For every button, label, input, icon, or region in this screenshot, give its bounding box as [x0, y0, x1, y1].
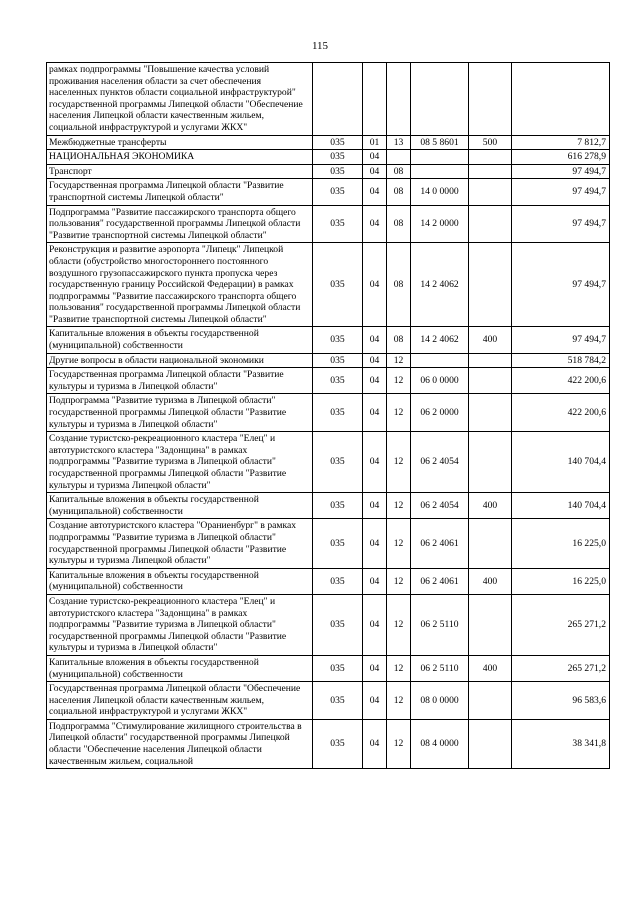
row-section-cell: 04 — [363, 519, 387, 568]
row-expense-type-cell — [469, 719, 512, 768]
row-amount-cell: 16 225,0 — [512, 519, 610, 568]
table-row — [47, 719, 610, 768]
row-code-cell: 035 — [313, 368, 363, 394]
table-row — [47, 519, 610, 568]
row-expense-type-cell — [469, 353, 512, 368]
table-row — [47, 594, 610, 655]
row-name-cell: Межбюджетные трансферты — [47, 135, 313, 150]
row-subsection-cell — [387, 63, 411, 136]
row-code-cell: 035 — [313, 594, 363, 655]
row-section-cell: 04 — [363, 327, 387, 353]
row-subsection-cell: 08 — [387, 205, 411, 243]
row-code-cell: 035 — [313, 135, 363, 150]
row-section-cell: 04 — [363, 164, 387, 179]
row-expense-type-cell: 400 — [469, 655, 512, 681]
row-code-cell: 035 — [313, 353, 363, 368]
row-expense-type-cell — [469, 519, 512, 568]
row-section-cell: 04 — [363, 594, 387, 655]
row-subsection-cell: 12 — [387, 519, 411, 568]
row-code-cell: 035 — [313, 150, 363, 165]
table-row — [47, 394, 610, 432]
row-name-cell: НАЦИОНАЛЬНАЯ ЭКОНОМИКА — [47, 150, 313, 165]
row-amount-cell: 97 494,7 — [512, 205, 610, 243]
row-section-cell: 04 — [363, 205, 387, 243]
row-target-article-cell: 06 0 0000 — [411, 368, 469, 394]
row-target-article-cell — [411, 150, 469, 165]
row-amount-cell: 7 812,7 — [512, 135, 610, 150]
page-number: 115 — [311, 40, 329, 52]
row-target-article-cell — [411, 353, 469, 368]
row-name-cell: Создание туристско-рекреационного кластера "Елец" и автотуристского кластера "Задонщина" в рамках подпрограммы "Развитие туризма в Липецкой области" государственной программы Липецкой области "Развитие культуры и туризма Липецкой области" — [47, 432, 313, 493]
row-amount-cell: 422 200,6 — [512, 394, 610, 432]
row-target-article-cell: 06 2 4054 — [411, 432, 469, 493]
row-subsection-cell: 08 — [387, 327, 411, 353]
row-section-cell: 04 — [363, 353, 387, 368]
row-code-cell: 035 — [313, 164, 363, 179]
table-row — [47, 135, 610, 150]
row-amount-cell: 96 583,6 — [512, 682, 610, 720]
row-code-cell: 035 — [313, 519, 363, 568]
row-expense-type-cell — [469, 150, 512, 165]
row-subsection-cell: 12 — [387, 432, 411, 493]
row-subsection-cell: 12 — [387, 394, 411, 432]
row-name-cell: Капитальные вложения в объекты государственной (муниципальной) собственности — [47, 655, 313, 681]
table-row — [47, 63, 610, 136]
row-section-cell: 04 — [363, 655, 387, 681]
row-section-cell: 04 — [363, 243, 387, 327]
row-target-article-cell — [411, 63, 469, 136]
table-row — [47, 353, 610, 368]
row-expense-type-cell — [469, 682, 512, 720]
row-name-cell: Подпрограмма "Стимулирование жилищного строительства в Липецкой области" государственной программы Липецкой области "Обеспечение населения Липецкой области качественным жильем, социальной — [47, 719, 313, 768]
row-name-cell: Капитальные вложения в объекты государственной (муниципальной) собственности — [47, 493, 313, 519]
row-expense-type-cell — [469, 179, 512, 205]
row-section-cell: 04 — [363, 432, 387, 493]
row-code-cell: 035 — [313, 568, 363, 594]
row-section-cell — [363, 63, 387, 136]
row-subsection-cell: 13 — [387, 135, 411, 150]
row-target-article-cell: 08 0 0000 — [411, 682, 469, 720]
row-target-article-cell: 06 2 5110 — [411, 655, 469, 681]
row-section-cell: 04 — [363, 368, 387, 394]
row-expense-type-cell — [469, 63, 512, 136]
row-section-cell: 04 — [363, 179, 387, 205]
row-target-article-cell: 14 2 0000 — [411, 205, 469, 243]
row-amount-cell: 97 494,7 — [512, 179, 610, 205]
row-amount-cell: 97 494,7 — [512, 164, 610, 179]
row-name-cell: Реконструкция и развитие аэропорта "Липецк" Липецкой области (обустройство многостороннего постоянного воздушного грузопассажирского пункта пропуска через государственную границу Российской Федерации) в рамках подпрограммы "Развитие пассажирского транспорта общего пользования" государственной программы Липецкой области "Развитие транспортной системы Липецкой области" — [47, 243, 313, 327]
row-amount-cell: 265 271,2 — [512, 594, 610, 655]
row-code-cell: 035 — [313, 179, 363, 205]
table-row — [47, 243, 610, 327]
row-amount-cell: 38 341,8 — [512, 719, 610, 768]
row-name-cell: Подпрограмма "Развитие пассажирского транспорта общего пользования" государственной программы Липецкой области "Развитие транспортной системы Липецкой области" — [47, 205, 313, 243]
row-expense-type-cell: 400 — [469, 327, 512, 353]
row-target-article-cell: 14 2 4062 — [411, 327, 469, 353]
table-row — [47, 164, 610, 179]
row-name-cell: Государственная программа Липецкой области "Обеспечение населения Липецкой области качественным жильем, социальной инфраструктурой и услугами ЖКХ" — [47, 682, 313, 720]
row-expense-type-cell — [469, 368, 512, 394]
table-row — [47, 493, 610, 519]
row-name-cell: Государственная программа Липецкой области "Развитие транспортной системы Липецкой области" — [47, 179, 313, 205]
row-code-cell: 035 — [313, 493, 363, 519]
budget-table — [46, 62, 610, 769]
row-target-article-cell: 14 0 0000 — [411, 179, 469, 205]
row-target-article-cell: 06 2 4054 — [411, 493, 469, 519]
row-code-cell: 035 — [313, 394, 363, 432]
table-row — [47, 368, 610, 394]
row-target-article-cell: 06 2 5110 — [411, 594, 469, 655]
row-section-cell: 04 — [363, 682, 387, 720]
row-subsection-cell: 12 — [387, 368, 411, 394]
row-name-cell: Создание автотуристского кластера "Ораниенбург" в рамках подпрограммы "Развитие туризма в Липецкой области" государственной программы Липецкой области "Развитие культуры и туризма Липецкой области" — [47, 519, 313, 568]
row-code-cell: 035 — [313, 205, 363, 243]
row-subsection-cell: 12 — [387, 655, 411, 681]
row-expense-type-cell — [469, 432, 512, 493]
row-target-article-cell: 06 2 0000 — [411, 394, 469, 432]
row-name-cell: Капитальные вложения в объекты государственной (муниципальной) собственности — [47, 327, 313, 353]
row-subsection-cell — [387, 150, 411, 165]
table-row — [47, 682, 610, 720]
row-name-cell: Подпрограмма "Развитие туризма в Липецкой области" государственной программы Липецкой области "Развитие культуры и туризма в Липецкой области" — [47, 394, 313, 432]
row-section-cell: 04 — [363, 493, 387, 519]
row-amount-cell: 422 200,6 — [512, 368, 610, 394]
row-target-article-cell — [411, 164, 469, 179]
table-row — [47, 205, 610, 243]
row-code-cell: 035 — [313, 432, 363, 493]
row-amount-cell: 518 784,2 — [512, 353, 610, 368]
row-name-cell: Капитальные вложения в объекты государственной (муниципальной) собственности — [47, 568, 313, 594]
row-section-cell: 04 — [363, 150, 387, 165]
row-amount-cell — [512, 63, 610, 136]
row-subsection-cell: 12 — [387, 594, 411, 655]
row-subsection-cell: 08 — [387, 243, 411, 327]
row-subsection-cell: 12 — [387, 568, 411, 594]
row-expense-type-cell: 400 — [469, 568, 512, 594]
row-section-cell: 04 — [363, 568, 387, 594]
row-section-cell: 01 — [363, 135, 387, 150]
row-amount-cell: 616 278,9 — [512, 150, 610, 165]
row-name-cell: Создание туристско-рекреационного кластера "Елец" и автотуристского кластера "Задонщина" в рамках подпрограммы "Развитие туризма в Липецкой области" государственной программы Липецкой области "Развитие культуры и туризма в Липецкой области" — [47, 594, 313, 655]
table-row — [47, 655, 610, 681]
table-row — [47, 179, 610, 205]
table-row — [47, 432, 610, 493]
row-expense-type-cell — [469, 594, 512, 655]
row-subsection-cell: 08 — [387, 179, 411, 205]
row-subsection-cell: 12 — [387, 719, 411, 768]
row-amount-cell: 265 271,2 — [512, 655, 610, 681]
row-subsection-cell: 12 — [387, 493, 411, 519]
row-code-cell — [313, 63, 363, 136]
row-amount-cell: 16 225,0 — [512, 568, 610, 594]
row-target-article-cell: 06 2 4061 — [411, 519, 469, 568]
row-section-cell: 04 — [363, 394, 387, 432]
row-expense-type-cell: 400 — [469, 493, 512, 519]
row-code-cell: 035 — [313, 719, 363, 768]
row-code-cell: 035 — [313, 655, 363, 681]
row-name-cell: Транспорт — [47, 164, 313, 179]
row-expense-type-cell — [469, 205, 512, 243]
row-code-cell: 035 — [313, 682, 363, 720]
row-code-cell: 035 — [313, 243, 363, 327]
row-target-article-cell: 06 2 4061 — [411, 568, 469, 594]
row-section-cell: 04 — [363, 719, 387, 768]
row-target-article-cell: 14 2 4062 — [411, 243, 469, 327]
row-name-cell: Другие вопросы в области национальной экономики — [47, 353, 313, 368]
row-expense-type-cell: 500 — [469, 135, 512, 150]
table-row — [47, 568, 610, 594]
row-target-article-cell: 08 5 8601 — [411, 135, 469, 150]
row-amount-cell: 140 704,4 — [512, 432, 610, 493]
row-code-cell: 035 — [313, 327, 363, 353]
row-amount-cell: 140 704,4 — [512, 493, 610, 519]
row-expense-type-cell — [469, 243, 512, 327]
row-name-cell: Государственная программа Липецкой области "Развитие культуры и туризма в Липецкой области" — [47, 368, 313, 394]
row-target-article-cell: 08 4 0000 — [411, 719, 469, 768]
row-expense-type-cell — [469, 164, 512, 179]
row-name-cell: рамках подпрограммы "Повышение качества условий проживания населения области за счет обеспечения населенных пунктов области социальной инфраструктурой" государственной программы Липецкой области "Обеспечение населения Липецкой области качественным жильем, социальной инфраструктурой и услугами ЖКХ" — [47, 63, 313, 136]
table-row — [47, 150, 610, 165]
row-subsection-cell: 12 — [387, 682, 411, 720]
row-subsection-cell: 08 — [387, 164, 411, 179]
row-subsection-cell: 12 — [387, 353, 411, 368]
row-amount-cell: 97 494,7 — [512, 243, 610, 327]
table-row — [47, 327, 610, 353]
row-amount-cell: 97 494,7 — [512, 327, 610, 353]
budget-table-body — [47, 63, 610, 769]
row-expense-type-cell — [469, 394, 512, 432]
